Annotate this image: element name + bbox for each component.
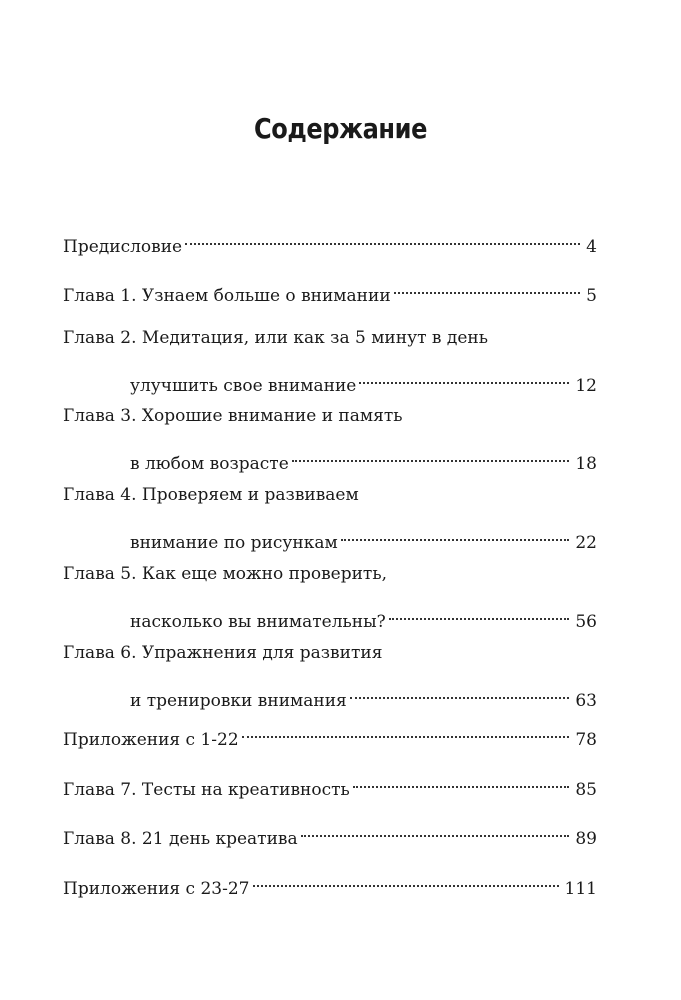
toc-page-number: 78 — [575, 730, 597, 750]
dot-leader — [341, 522, 570, 548]
toc-entry-title: Глава 6. Упражнения для развития — [63, 643, 383, 663]
toc-entry-title-cont: и тренировки внимания — [130, 691, 347, 711]
dot-leader — [292, 443, 570, 469]
toc-page-number: 63 — [575, 691, 597, 711]
toc-entry-title: Приложения с 1-22 — [63, 730, 239, 750]
dot-leader — [301, 818, 570, 844]
dot-leader — [353, 769, 570, 795]
toc-entry-title: Глава 2. Медитация, или как за 5 минут в день — [63, 328, 488, 348]
toc-entry-title: Глава 8. 21 день креатива — [63, 829, 298, 849]
dot-leader — [350, 680, 570, 706]
toc-entry-title: Глава 3. Хорошие внимание и память — [63, 406, 403, 426]
toc-entry-chapter-3[interactable] — [63, 403, 597, 474]
toc-entry-title: Глава 1. Узнаем больше о внимании — [63, 286, 391, 306]
toc-page-number: 111 — [564, 879, 597, 899]
toc-page-number: 22 — [575, 533, 597, 553]
dot-leader — [359, 365, 569, 391]
dot-leader — [242, 719, 570, 745]
toc-entry-chapter-4[interactable] — [63, 482, 597, 553]
toc-entry-title: Глава 4. Проверяем и развиваем — [63, 485, 359, 505]
toc-entry-appendix-23-27[interactable] — [63, 868, 597, 899]
toc-page-number: 5 — [586, 286, 597, 306]
toc-page-number: 56 — [575, 612, 597, 632]
toc-entry-chapter-1[interactable] — [63, 275, 597, 306]
toc-page-number: 18 — [575, 454, 597, 474]
toc-entry-title-cont: внимание по рисункам — [130, 533, 338, 553]
toc-entry-title: Глава 7. Тесты на креативность — [63, 780, 350, 800]
toc-entry-title-cont: насколько вы внимательны? — [130, 612, 386, 632]
toc-entry-title: Приложения с 23-27 — [63, 879, 250, 899]
toc-entry-chapter-5[interactable] — [63, 561, 597, 632]
dot-leader — [253, 868, 559, 894]
toc-entry-preface[interactable] — [63, 226, 597, 257]
dot-leader — [394, 275, 581, 301]
dot-leader — [389, 601, 570, 627]
toc-entry-chapter-8[interactable] — [63, 818, 597, 849]
toc-entry-title: Предисловие — [63, 237, 183, 257]
toc-entry-chapter-7[interactable] — [63, 769, 597, 800]
toc-entry-chapter-2[interactable] — [63, 325, 597, 396]
page-title: Содержание — [254, 112, 427, 145]
toc-entry-appendix-1-22[interactable] — [63, 719, 597, 750]
toc-entry-title: Глава 5. Как еще можно проверить, — [63, 564, 387, 584]
toc-entry-title-cont: в любом возрасте — [130, 454, 289, 474]
toc-page-number: 85 — [575, 780, 597, 800]
toc-page-number: 12 — [575, 376, 597, 396]
dot-leader — [185, 226, 580, 252]
toc-entry-chapter-6[interactable] — [63, 640, 597, 711]
toc-page-number: 89 — [575, 829, 597, 849]
toc-page-number: 4 — [586, 237, 597, 257]
toc-entry-title-cont: улучшить свое внимание — [130, 376, 357, 396]
